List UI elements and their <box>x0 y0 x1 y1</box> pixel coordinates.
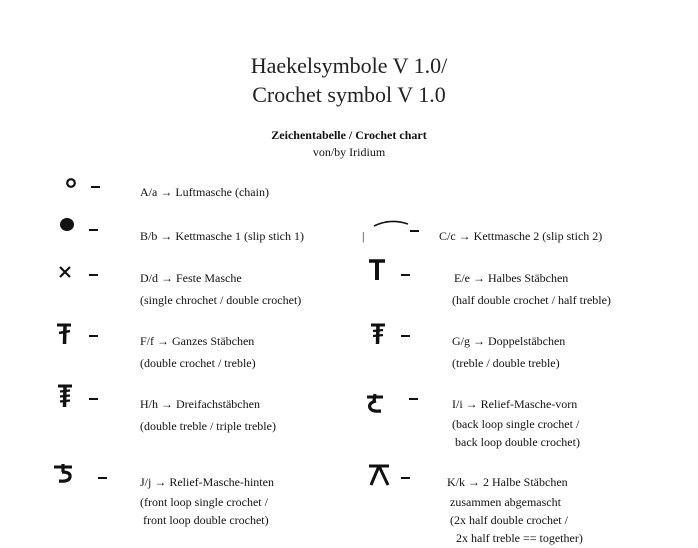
dash <box>401 477 410 479</box>
symbol-desc-i-3: back loop double crochet) <box>452 435 580 449</box>
symbol-desc-j-1: J/j → Relief-Masche-hinten <box>140 475 274 489</box>
symbol-desc-i-1: I/i → Relief-Masche-vorn <box>452 397 578 411</box>
symbol-desc-i-2: (back loop single crochet / <box>452 417 580 431</box>
t-one-bar-icon <box>56 322 76 346</box>
t-two-bar-icon <box>370 322 390 346</box>
symbol-desc-h-1: H/h → Dreifachstäbchen <box>140 397 260 411</box>
dash <box>401 274 410 276</box>
relief-front-icon <box>366 393 388 415</box>
symbol-desc-b: B/b → Kettmasche 1 (slip stich 1) <box>140 229 304 243</box>
symbol-desc-a: A/a → Luftmasche (chain) <box>140 185 269 199</box>
dash <box>409 398 418 400</box>
title-line-1: Haekelsymbole V 1.0/ <box>250 53 448 78</box>
dash <box>89 229 98 231</box>
chain-circle-icon <box>64 176 78 190</box>
dash <box>401 335 410 337</box>
dash <box>98 477 107 479</box>
author: von/by Iridium <box>312 145 386 159</box>
symbol-desc-e-1: E/e → Halbes Stäbchen <box>454 271 569 285</box>
t-three-bar-icon <box>57 383 77 409</box>
dash <box>410 230 419 232</box>
symbol-desc-k-1: K/k → 2 Halbe Stäbchen <box>447 475 568 489</box>
decrease-together-icon <box>368 463 392 487</box>
dash <box>91 186 100 188</box>
filled-dot-icon <box>59 216 77 234</box>
symbol-desc-d-2: (single chrochet / double crochet) <box>140 293 302 307</box>
title-line-2: Crochet symbol V 1.0 <box>252 82 446 107</box>
symbol-desc-h-2: (double treble / triple treble) <box>140 419 276 433</box>
symbol-desc-c: C/c → Kettmasche 2 (slip stich 2) <box>439 229 603 243</box>
symbol-desc-f-2: (double crochet / treble) <box>140 356 256 370</box>
symbol-desc-d-1: D/d → Feste Masche <box>140 271 242 285</box>
symbol-desc-f-1: F/f → Ganzes Stäbchen <box>140 334 255 348</box>
dash <box>89 274 98 276</box>
symbol-desc-g-1: G/g → Doppelstäbchen <box>452 334 566 348</box>
dash <box>89 398 98 400</box>
t-stitch-icon <box>367 258 389 282</box>
symbol-desc-j-2: (front loop single crochet / <box>140 495 268 509</box>
symbol-desc-k-3: (2x half double crochet / <box>447 513 568 527</box>
relief-back-icon <box>53 463 77 485</box>
x-cross-icon <box>58 265 72 279</box>
separator: | <box>362 229 365 243</box>
symbol-desc-g-2: (treble / double treble) <box>452 356 560 370</box>
symbol-desc-k-2: zusammen abgemascht <box>447 495 561 509</box>
symbol-desc-j-3: front loop double crochet) <box>140 513 269 527</box>
dash <box>89 335 98 337</box>
symbol-desc-e-2: (half double crochet / half treble) <box>452 293 611 307</box>
arc-icon <box>372 218 412 232</box>
symbol-desc-k-4: 2x half treble == together) <box>447 531 583 545</box>
subtitle: Zeichentabelle / Crochet chart <box>271 128 427 142</box>
